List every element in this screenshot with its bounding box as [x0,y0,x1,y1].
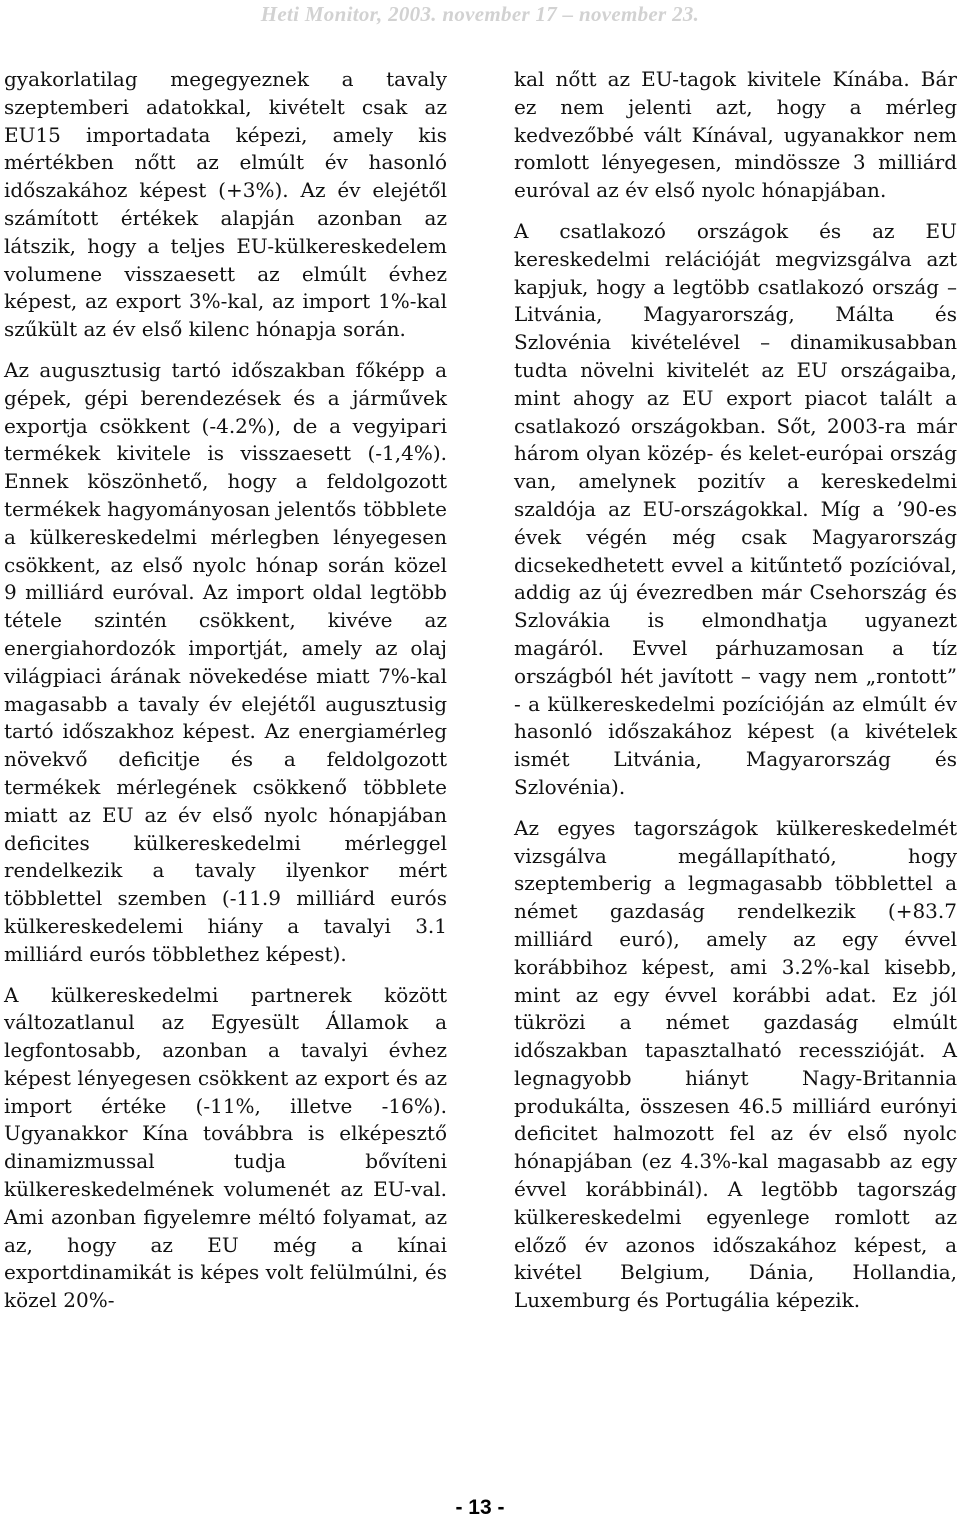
page-number: - 13 - [455,1496,505,1519]
right-column [514,66,957,1328]
running-header: Heti Monitor, 2003. november 17 – november 23. [260,2,700,26]
paragraph: kal nőtt az EU-tagok kivitele Kínába. Bár ez nem jelenti azt, hogy a mérleg kedvezőbbé vált Kínával, ugyanakkor nem romlott lényegesen, mindössze 3 milliárd euróval az év első nyolc hónapjában. [514,67,957,203]
paragraph: A külkereskedelmi partnerek között változatlanul az Egyesült Államok a legfontosabb, azonban a tavalyi évhez képest lényegesen csökkent az export és az import értéke (-11%, illetve -16%). Ugyanakkor Kína továbbra is elképesztő dinamizmussal tudja bővíteni külkereskedelmének volumenét az EU-val. Ami azonban figyelemre méltó folyamat, az az, hogy az EU még a kínai exportdinamikát is képes volt felülmúlni, és közel 20%- [4,982,447,1313]
paragraph: Az egyes tagországok külkereskedelmét vizsgálva megállapítható, hogy szeptemberig a legmagasabb többlettel a német gazdaság rendelkezik (+83.7 milliárd euró), amely az egy évvel korábbihoz képest, ami 3.2%-kal kisebb, mint az egy évvel korábbi adat. Ez jól tükrözi a német gazdaság elmúlt időszakban tapasztalható recesszióját. A legnagyobb hiányt Nagy-Britannia produkálta, összesen 46.5 milliárd eurónyi deficitet halmozott fel az év első nyolc hónapjában (ez 4.3%-kal magasabb az egy évvel korábbinál). A legtöbb tagország külkereskedelmi egyenlege romlott az előző év azonos időszakához képest, a kivétel Belgium, Dánia, Hollandia, Luxemburg és Portugália képezik. [514,815,957,1313]
paragraph: A csatlakozó országok és az EU kereskedelmi relációját megvizsgálva azt kapjuk, hogy a legtöbb csatlakozó ország – Litvánia, Magyarország, Málta és Szlovénia kivételével – dinamikusabban tudta növelni kivitelét az EU országaiba, mint ahogy az EU export piacot talált a csatlakozó országokban. Sőt, 2003-ra már három olyan közép- és kelet-európai ország van, amelynek pozitív a kereskedelmi szaldója az EU-országokkal. Míg a ’90-es évek végén még csak Magyarország dicsekedhetett evvel a kitűntető pozícióval, addig az új évezredben már Csehország és Szlovákia is elmondhatja ugyanezt magáról. Evvel párhuzamosan a tíz országból hét javított – vagy nem „rontott” - a külkereskedelmi pozícióján az elmúlt év hasonló időszakához képest (a kivételek ismét Litvánia, Magyarország és Szlovénia). [514,218,957,799]
left-column [4,66,447,1328]
paragraph: gyakorlatilag megegyeznek a tavaly szeptemberi adatokkal, kivételt csak az EU15 importadata képezi, amely kis mértékben nőtt az elmúlt év hasonló időszakához képest (+3%). Az év elejétől számított értékek alapján azonban az látszik, hogy a teljes EU-külkereskedelem volumene visszaesett az elmúlt évhez képest, az export 3%-kal, az import 1%-kal szűkült az év első kilenc hónapja során. [4,67,447,342]
paragraph: Az augusztusig tartó időszakban főképp a gépek, gépi berendezések és a járművek exportja csökkent (-4.2%), de a vegyipari termékek kivitele is visszaesett (-1,4%). Ennek köszönhető, hogy a feldolgozott termékek hagyományosan jelentős többlete a külkereskedelmi mérlegben lényegesen csökkent, az első nyolc hónap során közel 9 milliárd euróval. Az import oldal legtöbb tétele szintén csökkent, kivéve az energiahordozók importját, amely az olaj világpiaci árának növekedése miatt 7%-kal magasabb a tavaly év elejétől augusztusig tartó időszakhoz képest. Az energiamérleg növekvő deficitje és a feldolgozott termékek mérlegének csökkenő többlete miatt az EU az év első nyolc hónapjában deficites külkereskedelmi mérleggel rendelkezik a tavaly ilyenkor mért többlettel szemben (-11.9 milliárd eurós külkereskedelemi hiány a tavalyi 3.1 milliárd eurós többlethez képest). [4,357,447,966]
